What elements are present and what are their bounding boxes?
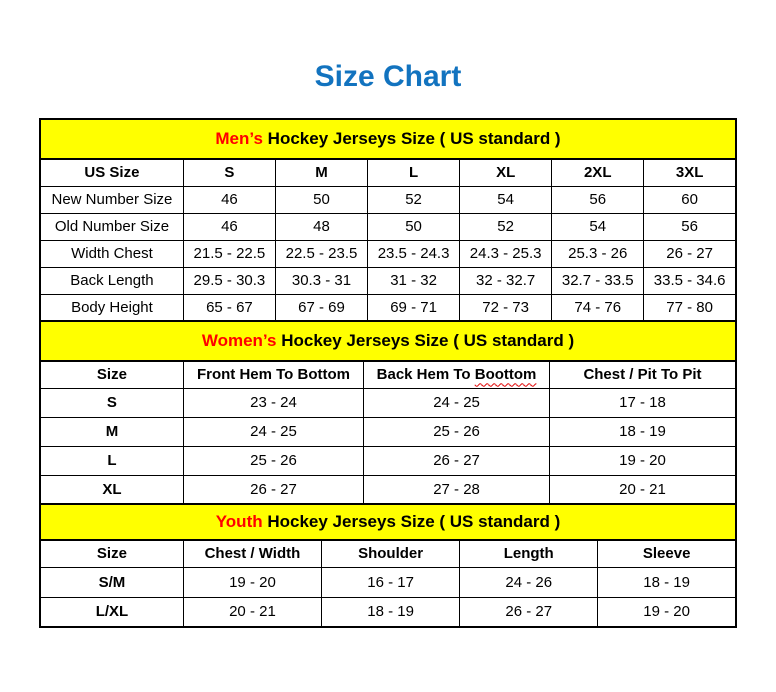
youth-size-table xyxy=(39,503,737,628)
column-header: M xyxy=(275,159,367,186)
size-value-cell: 17 - 18 xyxy=(549,388,736,417)
column-header: Size xyxy=(40,540,183,567)
mens-size-table xyxy=(39,118,737,322)
column-header: Chest / Width xyxy=(183,540,321,567)
size-value-cell: 31 - 32 xyxy=(368,267,460,294)
mens-section-title xyxy=(40,119,736,159)
column-header: XL xyxy=(460,159,552,186)
table-row xyxy=(40,186,736,213)
size-value-cell: 50 xyxy=(368,213,460,240)
mens-section-band xyxy=(40,119,736,159)
table-row xyxy=(40,597,736,627)
size-value-cell: 46 xyxy=(183,186,275,213)
size-value-cell: 24 - 25 xyxy=(183,417,363,446)
size-value-cell: 32.7 - 33.5 xyxy=(552,267,644,294)
size-value-cell: 23 - 24 xyxy=(183,388,363,417)
column-header: US Size xyxy=(40,159,183,186)
row-label: L/XL xyxy=(40,597,183,627)
size-value-cell: 26 - 27 xyxy=(183,475,363,504)
size-value-cell: 26 - 27 xyxy=(644,240,736,267)
youth-band-text: Hockey Jerseys Size ( US standard ) xyxy=(267,512,561,531)
size-value-cell: 16 - 17 xyxy=(322,567,460,597)
size-value-cell: 77 - 80 xyxy=(644,294,736,321)
size-value-cell: 24.3 - 25.3 xyxy=(460,240,552,267)
table-row xyxy=(40,388,736,417)
size-value-cell: 26 - 27 xyxy=(460,597,598,627)
size-value-cell: 20 - 21 xyxy=(549,475,736,504)
misspelled-word: Boottom xyxy=(474,366,537,384)
size-value-cell: 18 - 19 xyxy=(322,597,460,627)
size-value-cell: 24 - 26 xyxy=(460,567,598,597)
size-value-cell: 30.3 - 31 xyxy=(275,267,367,294)
youth-label-highlight: Youth xyxy=(215,512,263,531)
size-value-cell: 21.5 - 22.5 xyxy=(183,240,275,267)
mens-label-highlight: Men’s xyxy=(215,129,263,148)
size-value-cell: 74 - 76 xyxy=(552,294,644,321)
size-value-cell: 27 - 28 xyxy=(364,475,550,504)
table-row xyxy=(40,567,736,597)
size-value-cell: 26 - 27 xyxy=(364,446,550,475)
size-value-cell: 19 - 20 xyxy=(598,597,736,627)
size-chart xyxy=(39,118,737,628)
size-value-cell: 25 - 26 xyxy=(364,417,550,446)
size-value-cell: 18 - 19 xyxy=(598,567,736,597)
column-header: 3XL xyxy=(644,159,736,186)
column-header: 2XL xyxy=(552,159,644,186)
size-value-cell: 33.5 - 34.6 xyxy=(644,267,736,294)
row-label: Back Length xyxy=(40,267,183,294)
size-value-cell: 69 - 71 xyxy=(368,294,460,321)
size-value-cell: 46 xyxy=(183,213,275,240)
row-label: S/M xyxy=(40,567,183,597)
size-value-cell: 60 xyxy=(644,186,736,213)
size-value-cell: 18 - 19 xyxy=(549,417,736,446)
table-row xyxy=(40,240,736,267)
table-row xyxy=(40,267,736,294)
column-header xyxy=(364,361,550,388)
size-value-cell: 54 xyxy=(460,186,552,213)
womens-section-band xyxy=(40,321,736,361)
column-header: Size xyxy=(40,361,183,388)
row-label: S xyxy=(40,388,183,417)
size-value-cell: 56 xyxy=(644,213,736,240)
size-value-cell: 50 xyxy=(275,186,367,213)
size-value-cell: 29.5 - 30.3 xyxy=(183,267,275,294)
table-row xyxy=(40,417,736,446)
youth-section-title xyxy=(40,504,736,540)
size-value-cell: 25.3 - 26 xyxy=(552,240,644,267)
column-header: Length xyxy=(460,540,598,567)
column-header: S xyxy=(183,159,275,186)
size-value-cell: 24 - 25 xyxy=(364,388,550,417)
size-value-cell: 52 xyxy=(460,213,552,240)
mens-header-row xyxy=(40,159,736,186)
column-header: Front Hem To Bottom xyxy=(183,361,363,388)
mens-band-text: Hockey Jerseys Size ( US standard ) xyxy=(267,129,561,148)
row-label: Width Chest xyxy=(40,240,183,267)
size-value-cell: 20 - 21 xyxy=(183,597,321,627)
womens-size-table xyxy=(39,320,737,505)
size-value-cell: 72 - 73 xyxy=(460,294,552,321)
size-value-cell: 22.5 - 23.5 xyxy=(275,240,367,267)
row-label: L xyxy=(40,446,183,475)
size-value-cell: 54 xyxy=(552,213,644,240)
youth-section-band xyxy=(40,504,736,540)
row-label: Body Height xyxy=(40,294,183,321)
table-row xyxy=(40,213,736,240)
womens-section-title xyxy=(40,321,736,361)
column-header: L xyxy=(368,159,460,186)
column-header-text: Back Hem To xyxy=(376,366,475,384)
row-label: M xyxy=(40,417,183,446)
womens-band-text: Hockey Jerseys Size ( US standard ) xyxy=(281,331,575,350)
row-label: Old Number Size xyxy=(40,213,183,240)
size-value-cell: 32 - 32.7 xyxy=(460,267,552,294)
row-label: XL xyxy=(40,475,183,504)
column-header: Shoulder xyxy=(322,540,460,567)
size-value-cell: 25 - 26 xyxy=(183,446,363,475)
size-value-cell: 19 - 20 xyxy=(183,567,321,597)
column-header: Chest / Pit To Pit xyxy=(549,361,736,388)
womens-header-row xyxy=(40,361,736,388)
table-row xyxy=(40,475,736,504)
size-value-cell: 48 xyxy=(275,213,367,240)
table-row xyxy=(40,294,736,321)
womens-label-highlight: Women’s xyxy=(201,331,277,350)
column-header: Sleeve xyxy=(598,540,736,567)
size-value-cell: 52 xyxy=(368,186,460,213)
size-value-cell: 19 - 20 xyxy=(549,446,736,475)
size-value-cell: 56 xyxy=(552,186,644,213)
table-row xyxy=(40,446,736,475)
size-value-cell: 23.5 - 24.3 xyxy=(368,240,460,267)
youth-header-row xyxy=(40,540,736,567)
size-value-cell: 67 - 69 xyxy=(275,294,367,321)
size-value-cell: 65 - 67 xyxy=(183,294,275,321)
page-title: Size Chart xyxy=(314,60,462,93)
row-label: New Number Size xyxy=(40,186,183,213)
